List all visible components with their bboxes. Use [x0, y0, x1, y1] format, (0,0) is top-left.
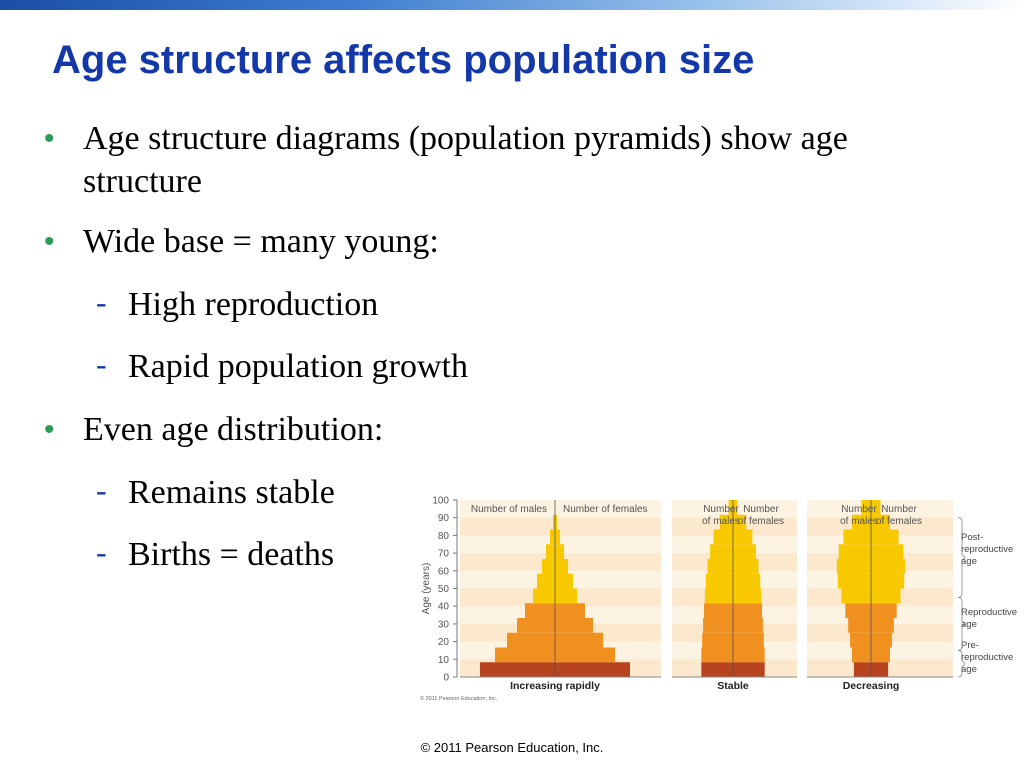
y-tick-label: 60	[437, 566, 449, 578]
sub-bullet-text: Rapid population growth	[128, 348, 468, 385]
age-group-label: age	[961, 664, 977, 675]
sub-bullet-marker: -	[96, 284, 107, 320]
pyramid-header-males: Number of males	[470, 504, 547, 515]
pyramid-header-females: of females	[875, 516, 923, 527]
pyramid-header-males: Number	[841, 504, 877, 515]
pyramid-panel-title: Increasing rapidly	[510, 680, 600, 692]
age-group-label: Post-	[961, 532, 984, 543]
age-group-label: reproductive	[961, 652, 1014, 663]
y-tick-label: 80	[437, 530, 449, 542]
y-axis-label: Age (years)	[421, 562, 432, 615]
age-group-label: reproductive	[961, 544, 1014, 555]
sub-bullet-marker: -	[96, 534, 107, 570]
sub-bullet-text: Births = deaths	[128, 536, 335, 573]
y-tick-label: 10	[437, 654, 449, 666]
pyramid-header-males: of males	[702, 516, 740, 527]
pyramid-header-males: of males	[840, 516, 878, 527]
y-tick-label: 20	[437, 637, 449, 649]
slide-title: Age structure affects population size	[52, 38, 755, 82]
y-tick-label: 100	[432, 495, 449, 507]
age-group-label: age	[961, 619, 977, 630]
age-group-label: Reproductive	[961, 607, 1017, 618]
age-group-label: age	[961, 556, 977, 567]
age-group-label: Pre-	[961, 640, 979, 651]
sub-bullet-marker: -	[96, 472, 107, 508]
pyramid-header-males: Number	[703, 504, 739, 515]
sub-bullet-text: High reproduction	[128, 286, 379, 323]
y-tick-label: 0	[443, 672, 449, 684]
bullet-text: Wide base = many young:	[83, 223, 439, 260]
bullet-text: Even age distribution:	[83, 411, 384, 448]
sub-bullet-marker: -	[96, 346, 107, 382]
pyramid-header-females: Number	[881, 504, 917, 515]
y-tick-label: 40	[437, 601, 449, 613]
pyramid-header-females: Number	[743, 504, 779, 515]
bullet-text: Age structure diagrams (population pyramids) show age	[83, 120, 848, 157]
bullet-text-continued: structure	[83, 163, 202, 200]
pyramid-header-females: Number of females	[563, 504, 648, 515]
figure-credit: © 2011 Pearson Education, Inc.	[420, 696, 498, 702]
bullet-marker: •	[44, 413, 55, 446]
bullet-marker: •	[44, 225, 55, 258]
sub-bullet-text: Remains stable	[128, 474, 335, 511]
bullet-marker: •	[44, 122, 55, 155]
population-pyramids-figure	[410, 490, 1024, 705]
footer-copyright: © 2011 Pearson Education, Inc.	[420, 740, 604, 755]
y-tick-label: 90	[437, 513, 449, 525]
y-tick-label: 70	[437, 548, 449, 560]
pyramid-panel-title: Stable	[717, 680, 749, 692]
y-tick-label: 30	[437, 619, 449, 631]
pyramid-panel-title: Decreasing	[842, 680, 900, 692]
slide-top-accent-bar	[0, 0, 1024, 10]
pyramid-header-females: of females	[737, 516, 785, 527]
y-tick-label: 50	[437, 584, 449, 595]
